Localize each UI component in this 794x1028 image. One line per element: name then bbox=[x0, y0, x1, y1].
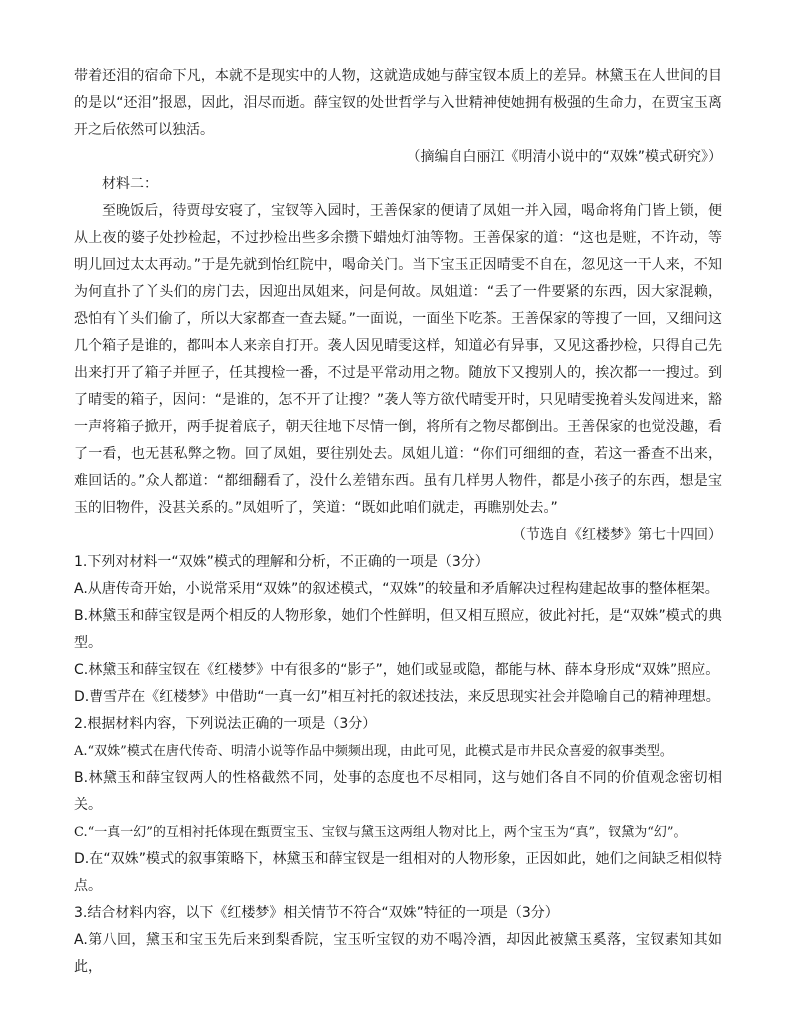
option-a: A.从唐传奇开始，小说常采用“双姝”的叙述模式，“双姝”的较量和矛盾解决过程构建起故事的整体框架。 bbox=[74, 581, 719, 597]
question-3 bbox=[74, 900, 722, 981]
option-a: A.“双姝”模式在唐代传奇、明清小说等作品中频频出现，由此可见，此模式是市井民众喜爱的叙事类型。 bbox=[74, 744, 673, 759]
material1-source: （摘编自白丽江《明清小说中的“双姝”模式研究》） bbox=[406, 149, 722, 165]
option-d: D.曹雪芹在《红楼梦》中借助“一真一幻”相互衬托的叙述技法，来反思现实社会并隐喻自己的精神理想。 bbox=[74, 689, 720, 705]
option-c: C.林黛玉和薛宝钗在《红楼梦》中有很多的“影子”，她们或显或隐，都能与林、薛本身形成“双姝”照应。 bbox=[74, 662, 720, 678]
option-b: B.林黛玉和薛宝钗是两个相反的人物形象，她们个性鲜明，但又相互照应，彼此衬托，是“双姝”模式的典型。 bbox=[74, 608, 722, 651]
option-b: B.林黛玉和薛宝钗两人的性格截然不同，处事的态度也不尽相同，这与她们各自不同的价值观念密切相关。 bbox=[74, 770, 722, 813]
option-d: D.在“双姝”模式的叙事策略下，林黛玉和薛宝钗是一组相对的人物形象，正因如此，她们之间缺乏相似特点。 bbox=[74, 851, 722, 894]
material1-tail-paragraph: 带着还泪的宿命下凡，本就不是现实中的人物，这就造成她与薛宝钗本质上的差异。林黛玉在人世间的目的是以“还泪”报恩，因此，泪尽而逝。薛宝钗的处世哲学与入世精神使她拥有极强的生命力，在贾宝玉离开之后依然可以独活。 bbox=[74, 68, 722, 138]
question-2 bbox=[74, 711, 722, 900]
question-stem: 2.根据材料内容，下列说法正确的一项是（3分） bbox=[74, 716, 377, 732]
material2-label: 材料二： bbox=[102, 176, 158, 192]
question-stem: 3.结合材料内容，以下《红楼梦》相关情节不符合“双姝”特征的一项是（3分） bbox=[74, 905, 559, 921]
material2-source: （节选自《红楼梦》第七十四回） bbox=[512, 527, 722, 543]
exam-page bbox=[74, 63, 722, 981]
question-stem: 1.下列对材料一“双姝”模式的理解和分析，不正确的一项是（3分） bbox=[74, 554, 489, 570]
question-1 bbox=[74, 549, 722, 711]
option-c: C.“一真一幻”的互相衬托体现在甄贾宝玉、宝钗与黛玉这两组人物对比上，两个宝玉为“真”，钗黛为“幻”。 bbox=[74, 825, 687, 840]
option-a: A.第八回，黛玉和宝玉先后来到梨香院，宝玉听宝钗的劝不喝冷酒，却因此被黛玉奚落，宝钗素知其如此， bbox=[74, 932, 722, 975]
material2-paragraph: 至晚饭后，待贾母安寝了，宝钗等入园时，王善保家的便请了凤姐一并入园，喝命将角门皆上锁，便从上夜的婆子处抄检起，不过抄检出些多余攒下蜡烛灯油等物。王善保家的道：“这也是赃，不许动，等明儿回过太太再动。”于是先就到怡红院中，喝命关门。当下宝玉正因晴雯不自在，忽见这一干人来，不知为何直扑了丫头们的房门去，因迎出凤姐来，问是何故。凤姐道：“丢了一件要紧的东西，因大家混赖，恐怕有丫头们偷了，所以大家都查一查去疑。”一面说，一面坐下吃茶。王善保家的等搜了一回，又细问这几个箱子是谁的，都叫本人来亲自打开。袭人因见晴雯这样，知道必有异事，又见这番抄检，只得自己先出来打开了箱子并匣子，任其搜检一番，不过是平常动用之物。随放下又搜别人的，挨次都一一搜过。到了晴雯的箱子，因问：“是谁的，怎不开了让搜？”袭人等方欲代晴雯开时，只见晴雯挽着头发闯进来，豁一声将箱子掀开，两手捉着底子，朝天往地下尽情一倒，将所有之物尽都倒出。王善保家的也觉没趣，看了一看，也无甚私弊之物。回了凤姐，要往别处去。凤姐儿道：“你们可细细的查，若这一番查不出来，难回话的。”众人都道：“都细翻看了，没什么差错东西。虽有几样男人物件，都是小孩子的东西，想是宝玉的旧物件，没甚关系的。”凤姐听了，笑道：“既如此咱们就走，再瞧别处去。” bbox=[74, 203, 722, 516]
